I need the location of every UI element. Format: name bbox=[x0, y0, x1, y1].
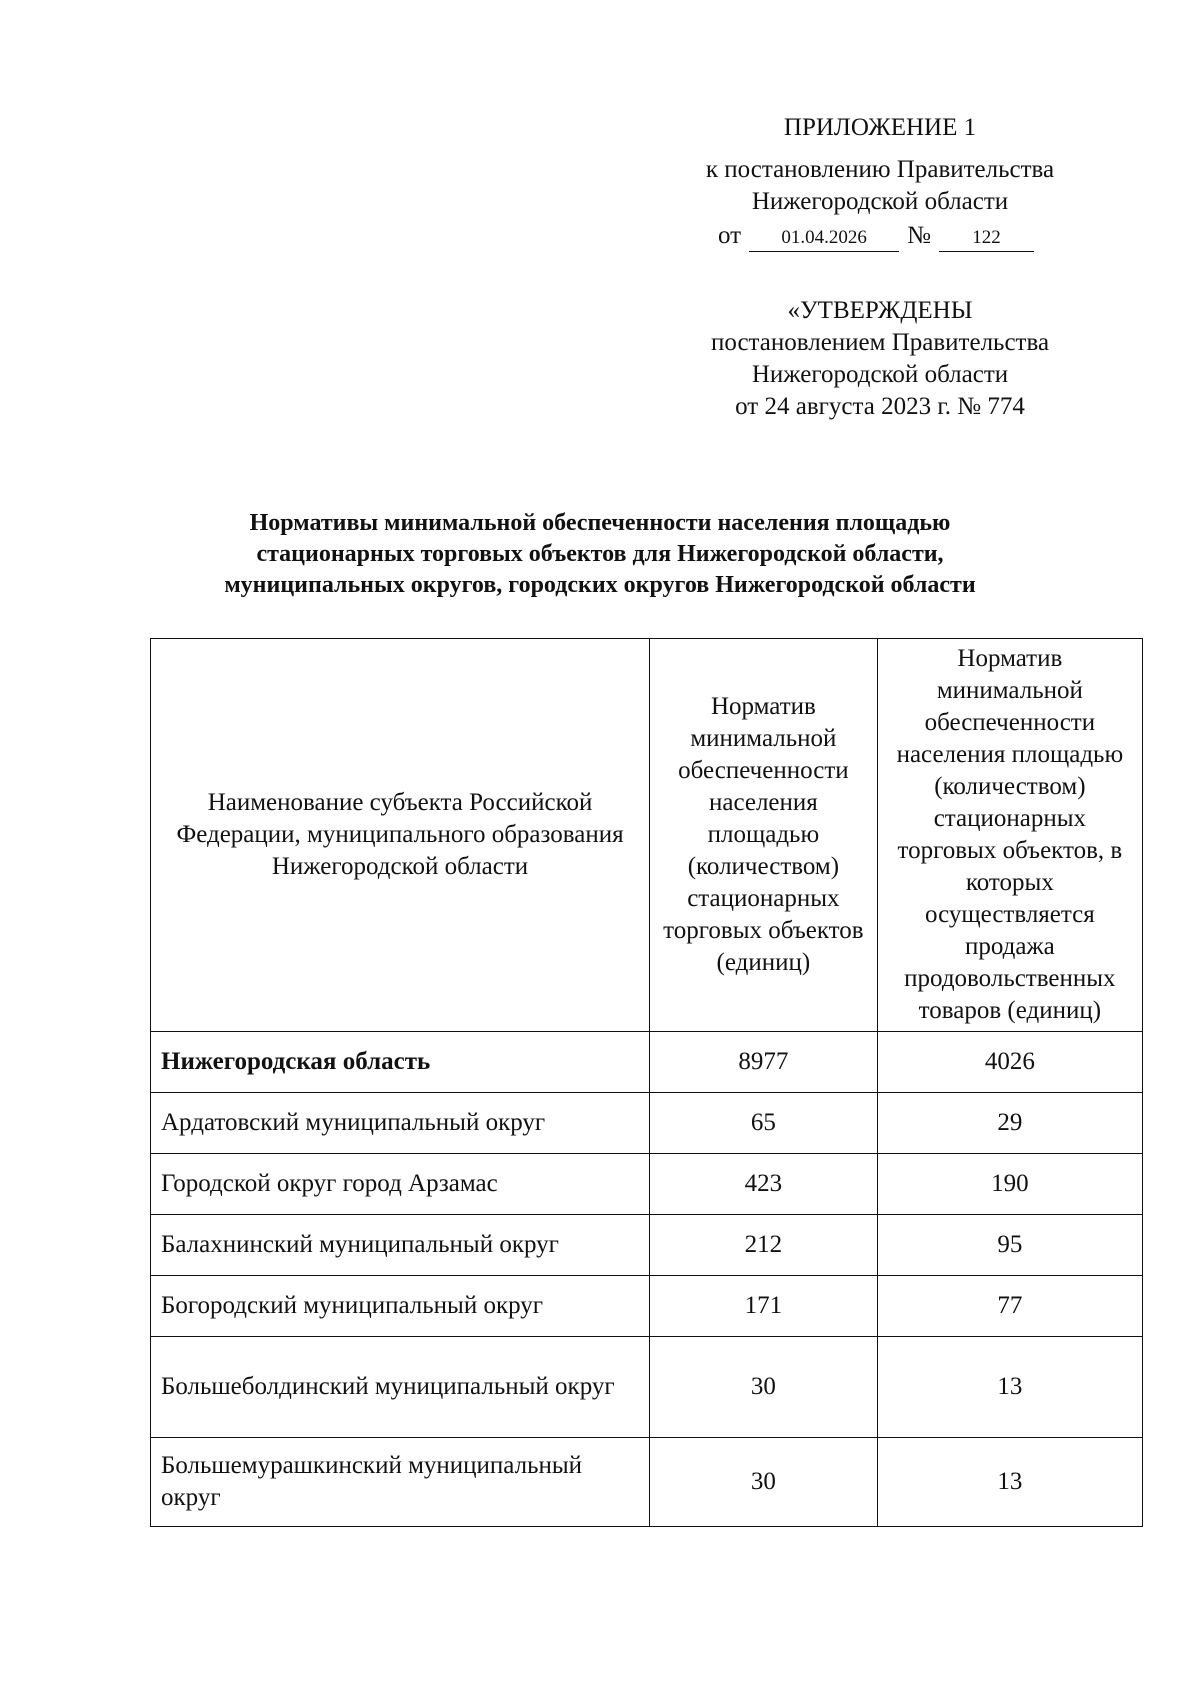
approved-line-3: от 24 августа 2023 г. № 774 bbox=[735, 393, 1025, 420]
row-name: Большемурашкинский муниципальный округ bbox=[151, 1438, 650, 1527]
annex-block bbox=[600, 112, 1160, 252]
row-total: 171 bbox=[650, 1276, 878, 1337]
table-row bbox=[151, 1438, 1143, 1527]
row-total: 212 bbox=[650, 1215, 878, 1276]
table-row bbox=[151, 1154, 1143, 1215]
row-food: 13 bbox=[877, 1438, 1142, 1527]
header-total: Норматив минимальной обеспеченности населения площадью (количеством) стационарных торговых объектов (единиц) bbox=[650, 639, 878, 1032]
row-total: 30 bbox=[650, 1438, 878, 1527]
norms-table bbox=[150, 638, 1143, 1527]
approved-line-1: постановлением Правительства bbox=[710, 329, 1050, 356]
table-row bbox=[151, 1337, 1143, 1438]
table-row bbox=[151, 1032, 1143, 1093]
row-food: 190 bbox=[877, 1154, 1142, 1215]
row-total: 65 bbox=[650, 1093, 878, 1154]
row-food: 13 bbox=[877, 1337, 1142, 1438]
annex-date-value: 01.04.2026 bbox=[749, 225, 899, 252]
table-row bbox=[151, 1093, 1143, 1154]
table-header-row bbox=[151, 639, 1143, 1032]
annex-title: ПРИЛОЖЕНИЕ 1 bbox=[783, 114, 977, 141]
row-total: 30 bbox=[650, 1337, 878, 1438]
table-row bbox=[151, 1215, 1143, 1276]
annex-line-2: Нижегородской области bbox=[751, 188, 1009, 215]
row-name: Городской округ город Арзамас bbox=[151, 1154, 650, 1215]
row-name: Нижегородская область bbox=[151, 1032, 650, 1093]
approved-block bbox=[600, 295, 1160, 423]
document-heading bbox=[150, 508, 1050, 601]
row-food: 77 bbox=[877, 1276, 1142, 1337]
header-name: Наименование субъекта Российской Федерации, муниципального образования Нижегородской области bbox=[151, 639, 650, 1032]
header-food: Норматив минимальной обеспеченности населения площадью (количеством) стационарных торговых объектов, в которых осуществляется продажа продовольственных товаров (единиц) bbox=[877, 639, 1142, 1032]
row-food: 95 bbox=[877, 1215, 1142, 1276]
row-total: 423 bbox=[650, 1154, 878, 1215]
annex-line-1: к постановлению Правительства bbox=[705, 156, 1055, 183]
heading-line-3: муниципальных округов, городских округов Нижегородской области bbox=[224, 572, 976, 598]
row-name: Большеболдинский муниципальный округ bbox=[151, 1337, 650, 1438]
row-total: 8977 bbox=[650, 1032, 878, 1093]
approved-title: «УТВЕРЖДЕНЫ bbox=[787, 297, 973, 324]
heading-line-1: Нормативы минимальной обеспеченности населения площадью bbox=[249, 510, 951, 536]
row-food: 29 bbox=[877, 1093, 1142, 1154]
row-name: Ардатовский муниципальный округ bbox=[151, 1093, 650, 1154]
annex-from-label: от bbox=[718, 222, 742, 249]
approved-line-2: Нижегородской области bbox=[751, 361, 1009, 388]
annex-number-label: № bbox=[907, 222, 931, 249]
table-row bbox=[151, 1276, 1143, 1337]
row-name: Богородский муниципальный округ bbox=[151, 1276, 650, 1337]
row-food: 4026 bbox=[877, 1032, 1142, 1093]
annex-number-value: 122 bbox=[939, 225, 1034, 252]
annex-date-line bbox=[600, 220, 1160, 252]
heading-line-2: стационарных торговых объектов для Нижегородской области, bbox=[256, 541, 944, 567]
row-name: Балахнинский муниципальный округ bbox=[151, 1215, 650, 1276]
